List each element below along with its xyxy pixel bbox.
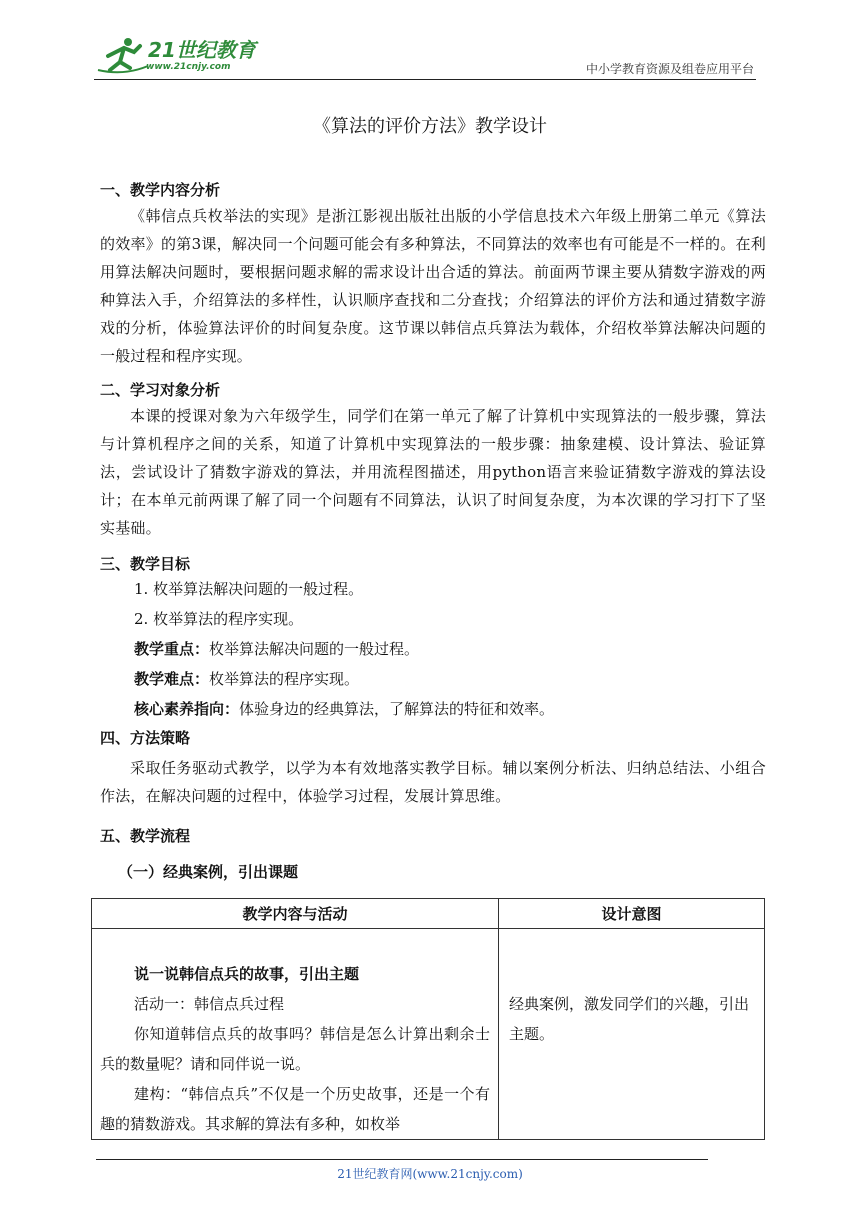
difficulty-text: 枚举算法的程序实现。 [209, 670, 360, 688]
intent-text: 经典案例，激发同学们的兴趣，引出主题。 [509, 995, 750, 1043]
platform-name: 中小学教育资源及组卷应用平台 [585, 62, 754, 76]
key-point-line [100, 634, 766, 664]
core-literacy-text: 体验身边的经典算法，了解算法的特征和效率。 [239, 700, 555, 718]
table-header-intent: 设计意图 [499, 899, 765, 929]
document-title: 《算法的评价方法》教学设计 [313, 116, 547, 137]
section-heading-methods: 四、方法策略 [100, 729, 191, 747]
teaching-process-table [91, 898, 765, 1140]
objective-item: 1. 枚举算法解决问题的一般过程。 [134, 580, 364, 598]
activity-line: 活动一：韩信点兵过程 [134, 995, 285, 1013]
methods-paragraph: 采取任务驱动式教学，以学为本有效地落实教学目标。辅以案例分析法、归纳总结法、小组合作法，在解决问题的过程中，体验学习过程，发展计算思维。 [100, 759, 766, 805]
footer-divider [96, 1159, 708, 1160]
table-row [92, 929, 765, 1140]
section-heading-objectives: 三、教学目标 [100, 555, 191, 573]
core-literacy-line [100, 694, 766, 724]
table-header-row [92, 899, 765, 929]
section-heading-process: 五、教学流程 [100, 827, 191, 845]
difficulty-line [100, 664, 766, 694]
difficulty-label: 教学难点： [134, 670, 210, 688]
logo-text: 21世纪教育 [148, 38, 256, 62]
intent-cell [499, 929, 765, 1140]
activities-cell [92, 929, 499, 1140]
footer-text: 21世纪教育网(www.21cnjy.com) [337, 1167, 523, 1181]
core-literacy-label: 核心素养指向： [134, 700, 240, 718]
section-heading-content-analysis: 一、教学内容分析 [100, 181, 221, 199]
key-point-text: 枚举算法解决问题的一般过程。 [209, 640, 420, 658]
header-divider [94, 79, 756, 80]
logo-url: www.21cnjy.com [146, 62, 231, 72]
key-point-label: 教学重点： [134, 640, 210, 658]
objective-item: 2. 枚举算法的程序实现。 [134, 610, 304, 628]
activity-line: 建构：“韩信点兵”不仅是一个历史故事，还是一个有趣的猜数游戏。其求解的算法有多种，如枚举 [100, 1085, 490, 1133]
content-analysis-paragraph: 《韩信点兵枚举法的实现》是浙江影视出版社出版的小学信息技术六年级上册第二单元《算法的效率》的第3课，解决同一个问题可能会有多种算法，不同算法的效率也有可能是不一样的。在利用算法解决问题时，要根据问题求解的需求设计出合适的算法。前面两节课主要从猜数字游戏的两种算法入手，介绍算法的多样性，认识顺序查找和二分查找；介绍算法的评价方法和通过猜数字游戏的分析，体验算法评价的时间复杂度。这节课以韩信点兵算法为载体，介绍枚举算法解决问题的一般过程和程序实现。 [100, 207, 766, 365]
process-subheading: （一）经典案例，引出课题 [118, 863, 299, 881]
learner-analysis-paragraph: 本课的授课对象为六年级学生，同学们在第一单元了解了计算机中实现算法的一般步骤，算法与计算机程序之间的关系，知道了计算机中实现算法的一般步骤：抽象建模、设计算法、验证算法，尝试设计了猜数字游戏的算法，并用流程图描述，用python语言来验证猜数字游戏的算法设计；在本单元前两课了解了同一个问题有不同算法，认识了时间复杂度，为本次课的学习打下了坚实基础。 [100, 407, 766, 537]
table-header-activities: 教学内容与活动 [92, 899, 499, 929]
activity-line: 你知道韩信点兵的故事吗？韩信是怎么计算出剩余士兵的数量呢？请和同伴说一说。 [100, 1025, 490, 1073]
activity-title: 说一说韩信点兵的故事，引出主题 [134, 965, 360, 983]
document-body [100, 180, 766, 882]
section-heading-learner-analysis: 二、学习对象分析 [100, 381, 221, 399]
